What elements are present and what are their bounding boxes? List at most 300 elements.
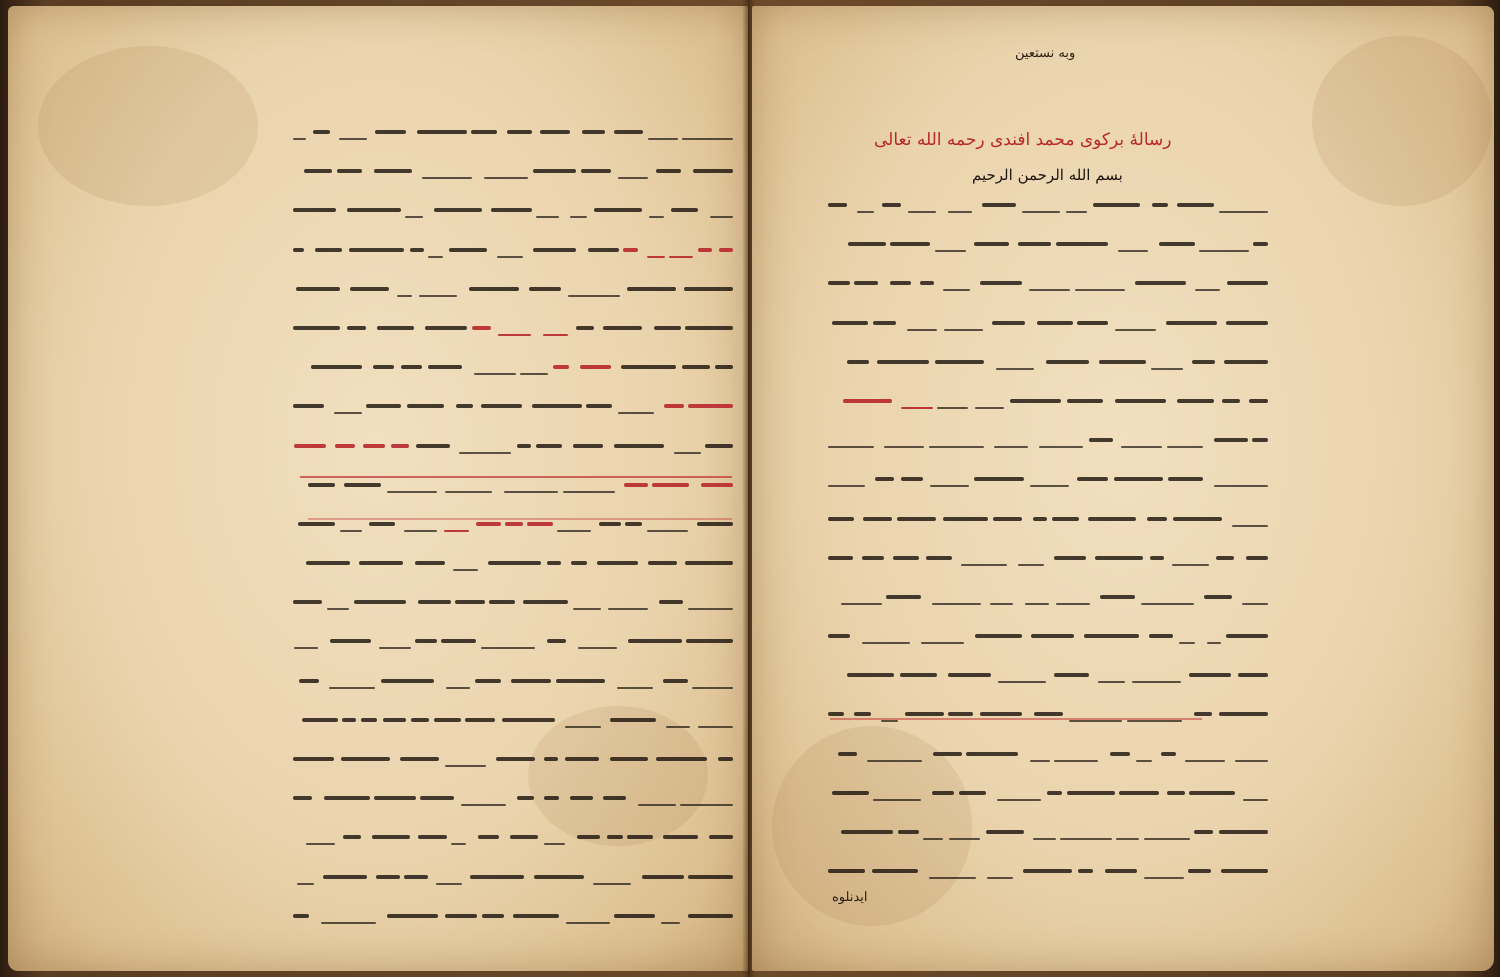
margin-ink xyxy=(181,663,192,684)
ink-stroke xyxy=(1077,321,1108,325)
ink-stroke xyxy=(959,791,986,795)
ink-stroke xyxy=(308,483,335,487)
ink-stroke xyxy=(573,608,601,610)
ink-stroke xyxy=(898,830,919,834)
ink-stroke xyxy=(828,869,865,873)
ink-stroke xyxy=(832,791,869,795)
margin-ink xyxy=(1357,535,1361,543)
ink-stroke xyxy=(623,248,638,252)
ink-stroke xyxy=(935,250,966,252)
margin-ink xyxy=(155,596,167,618)
ink-stroke xyxy=(603,326,642,330)
ink-stroke xyxy=(1018,564,1044,566)
text-line xyxy=(828,779,1268,809)
ink-stroke xyxy=(1031,634,1074,638)
ink-stroke xyxy=(901,407,933,409)
text-line xyxy=(293,902,733,932)
margin-ink xyxy=(316,635,329,660)
ink-stroke xyxy=(410,248,424,252)
margin-ink xyxy=(316,309,331,333)
margin-ink xyxy=(292,696,296,704)
margin-ink xyxy=(236,336,250,359)
ink-stroke xyxy=(1252,438,1268,442)
margin-ink xyxy=(128,239,140,259)
margin-ink xyxy=(81,584,92,604)
margin-ink xyxy=(1370,543,1377,555)
ink-stroke xyxy=(372,835,410,839)
ink-stroke xyxy=(1152,203,1168,207)
text-line xyxy=(293,549,733,579)
text-line xyxy=(828,857,1268,887)
margin-ink xyxy=(1258,604,1263,614)
ink-stroke xyxy=(434,208,482,212)
ink-stroke xyxy=(828,517,854,521)
ink-stroke xyxy=(335,444,355,448)
margin-ink xyxy=(1224,503,1235,523)
margin-ink xyxy=(244,694,257,718)
ink-stroke xyxy=(543,334,568,336)
margin-ink xyxy=(129,283,135,292)
ink-stroke xyxy=(445,765,486,767)
ink-stroke xyxy=(935,360,984,364)
ink-stroke xyxy=(607,835,623,839)
margin-ink xyxy=(1285,581,1295,600)
ink-stroke xyxy=(614,444,664,448)
ink-stroke xyxy=(698,248,712,252)
margin-ink xyxy=(222,197,230,211)
margin-ink xyxy=(1322,672,1329,684)
ink-stroke xyxy=(416,444,450,448)
rubric-underline xyxy=(300,476,732,478)
margin-ink xyxy=(1156,644,1160,652)
margin-ink xyxy=(121,514,129,529)
ink-stroke xyxy=(441,639,476,643)
ink-stroke xyxy=(474,373,516,375)
ink-stroke xyxy=(1188,869,1211,873)
margin-ink xyxy=(1260,667,1270,686)
ink-stroke xyxy=(1030,760,1050,762)
ink-stroke xyxy=(1144,838,1190,840)
margin-ink xyxy=(1092,605,1099,618)
margin-ink xyxy=(1203,583,1212,601)
margin-ink xyxy=(1186,535,1198,557)
ink-stroke xyxy=(496,757,535,761)
margin-ink xyxy=(309,251,324,275)
margin-ink xyxy=(243,302,250,313)
ink-stroke xyxy=(908,211,936,213)
ink-stroke xyxy=(905,712,944,716)
ink-stroke xyxy=(1067,791,1115,795)
ink-stroke xyxy=(680,804,733,806)
margin-ink xyxy=(201,189,214,210)
margin-ink xyxy=(83,249,92,263)
ink-stroke xyxy=(420,796,454,800)
margin-ink xyxy=(168,251,175,263)
ink-stroke xyxy=(340,530,362,532)
ink-stroke xyxy=(828,712,844,716)
margin-ink xyxy=(1108,620,1112,627)
margin-ink xyxy=(113,266,124,283)
ink-stroke xyxy=(1075,289,1125,291)
ink-stroke xyxy=(1023,869,1072,873)
margin-ink xyxy=(276,678,286,697)
ink-stroke xyxy=(920,281,934,285)
margin-ink xyxy=(220,332,231,350)
margin-ink xyxy=(1292,501,1297,510)
margin-ink xyxy=(1338,598,1348,617)
ink-stroke xyxy=(638,804,676,806)
margin-ink xyxy=(1385,586,1395,605)
margin-ink xyxy=(1185,618,1194,636)
ink-stroke xyxy=(534,875,584,879)
ink-stroke xyxy=(1010,399,1061,403)
top-invocation: وبه نستعين xyxy=(1015,46,1076,61)
text-line xyxy=(828,309,1268,339)
margin-ink xyxy=(1283,698,1294,719)
margin-ink xyxy=(1163,625,1171,639)
ink-stroke xyxy=(478,835,499,839)
ink-stroke xyxy=(1222,399,1240,403)
ink-stroke xyxy=(872,869,918,873)
ink-stroke xyxy=(685,561,733,565)
ink-stroke xyxy=(648,561,677,565)
ink-stroke xyxy=(656,169,681,173)
margin-ink xyxy=(1315,570,1321,581)
ink-stroke xyxy=(1046,360,1089,364)
margin-ink xyxy=(258,212,264,221)
margin-ink xyxy=(1423,585,1436,609)
margin-ink xyxy=(1193,450,1202,467)
ink-stroke xyxy=(556,679,605,683)
margin-ink xyxy=(222,587,233,607)
ink-stroke xyxy=(363,444,385,448)
margin-ink xyxy=(341,271,354,291)
ink-stroke xyxy=(886,595,921,599)
margin-ink xyxy=(169,583,173,591)
ink-stroke xyxy=(649,216,664,218)
ink-stroke xyxy=(504,491,558,493)
margin-ink xyxy=(1252,639,1265,663)
margin-ink xyxy=(1226,647,1240,673)
margin-ink xyxy=(1217,629,1229,652)
ink-stroke xyxy=(453,569,478,571)
margin-ink xyxy=(161,183,176,207)
margin-ink xyxy=(1117,563,1121,571)
margin-ink xyxy=(207,581,216,598)
ink-stroke xyxy=(323,875,367,879)
ink-stroke xyxy=(647,256,665,258)
ink-stroke xyxy=(502,718,555,722)
ink-stroke xyxy=(684,287,733,291)
ink-stroke xyxy=(482,914,504,918)
margin-ink xyxy=(178,238,183,246)
margin-ink xyxy=(318,711,330,733)
ink-stroke xyxy=(343,835,361,839)
margin-ink xyxy=(1314,616,1318,623)
margin-ink xyxy=(159,296,169,311)
margin-ink xyxy=(308,662,315,675)
margin-ink xyxy=(1138,595,1145,608)
ink-stroke xyxy=(444,530,469,532)
margin-ink xyxy=(173,271,185,291)
ink-stroke xyxy=(854,712,871,716)
ink-stroke xyxy=(625,522,642,526)
margin-ink xyxy=(293,279,307,302)
margin-ink xyxy=(1299,702,1313,728)
margin-ink xyxy=(1281,623,1293,645)
ink-stroke xyxy=(563,491,615,493)
ink-stroke xyxy=(937,407,968,409)
ink-stroke xyxy=(527,522,553,526)
ink-stroke xyxy=(481,404,522,408)
ink-stroke xyxy=(847,360,869,364)
margin-ink xyxy=(236,567,243,580)
margin-ink xyxy=(195,637,206,657)
margin-ink xyxy=(1249,501,1256,514)
margin-ink xyxy=(155,646,160,655)
ink-stroke xyxy=(597,561,638,565)
margin-ink xyxy=(283,307,289,317)
text-line xyxy=(828,191,1268,221)
margin-ink xyxy=(1209,607,1220,627)
margin-ink xyxy=(176,641,184,656)
ink-stroke xyxy=(321,922,376,924)
ink-stroke xyxy=(994,446,1028,448)
margin-ink xyxy=(361,628,373,651)
left-page xyxy=(8,6,748,971)
ink-stroke xyxy=(987,877,1013,879)
text-line xyxy=(293,432,733,462)
margin-ink xyxy=(1123,553,1127,561)
margin-ink xyxy=(144,285,155,302)
ink-stroke xyxy=(1054,760,1098,762)
margin-ink xyxy=(305,297,316,315)
margin-ink xyxy=(265,579,278,603)
ink-stroke xyxy=(359,561,403,565)
margin-ink xyxy=(1309,548,1313,556)
text-line xyxy=(828,387,1268,417)
ink-stroke xyxy=(1054,673,1089,677)
margin-ink xyxy=(382,637,390,651)
margin-ink xyxy=(115,560,124,578)
ink-stroke xyxy=(465,718,495,722)
margin-ink xyxy=(193,602,204,623)
margin-ink xyxy=(1337,677,1346,695)
ink-stroke xyxy=(547,639,566,643)
ink-stroke xyxy=(1221,869,1268,873)
margin-ink xyxy=(266,357,279,378)
ink-stroke xyxy=(897,517,936,521)
ink-stroke xyxy=(1226,321,1268,325)
ink-stroke xyxy=(980,712,1022,716)
text-line xyxy=(293,392,733,422)
ink-stroke xyxy=(1195,289,1220,291)
margin-ink xyxy=(133,640,143,659)
margin-ink xyxy=(336,722,344,738)
margin-ink xyxy=(361,670,371,689)
ink-stroke xyxy=(1127,720,1182,722)
margin-ink xyxy=(158,555,168,574)
margin-ink xyxy=(252,619,256,626)
ink-stroke xyxy=(890,242,930,246)
ink-stroke xyxy=(294,444,326,448)
text-line xyxy=(293,118,733,148)
margin-ink xyxy=(1397,560,1409,582)
margin-ink xyxy=(208,614,218,633)
ink-stroke xyxy=(407,404,444,408)
ink-stroke xyxy=(375,130,406,134)
ink-stroke xyxy=(1199,250,1249,252)
ink-stroke xyxy=(654,326,681,330)
margin-ink xyxy=(1377,611,1381,618)
ink-stroke xyxy=(573,444,603,448)
ink-stroke xyxy=(1033,517,1047,521)
margin-ink xyxy=(299,318,304,326)
ink-stroke xyxy=(854,281,878,285)
margin-ink xyxy=(206,216,219,236)
ink-stroke xyxy=(576,326,594,330)
margin-ink xyxy=(252,577,258,588)
ink-stroke xyxy=(544,757,558,761)
margin-ink xyxy=(1255,571,1260,581)
margin-ink xyxy=(346,655,360,681)
margin-ink xyxy=(1170,561,1183,586)
margin-ink xyxy=(1379,554,1391,576)
margin-ink xyxy=(138,599,144,610)
margin-ink xyxy=(254,652,259,662)
ink-stroke xyxy=(1192,360,1215,364)
ink-stroke xyxy=(505,522,523,526)
ink-stroke xyxy=(663,679,688,683)
ink-stroke xyxy=(404,875,428,879)
ink-stroke xyxy=(1219,712,1268,716)
text-line xyxy=(293,784,733,814)
ink-stroke xyxy=(472,326,491,330)
margin-ink xyxy=(1205,552,1209,559)
ink-stroke xyxy=(418,600,451,604)
margin-ink xyxy=(290,652,300,671)
ink-stroke xyxy=(1177,203,1214,207)
margin-ink xyxy=(188,251,196,265)
ink-stroke xyxy=(682,365,710,369)
ink-stroke xyxy=(873,321,896,325)
ink-stroke xyxy=(529,287,561,291)
margin-ink xyxy=(117,220,131,243)
right-page xyxy=(752,6,1494,971)
ink-stroke xyxy=(921,642,964,644)
margin-ink xyxy=(349,620,357,636)
margin-ink xyxy=(186,628,190,636)
ink-stroke xyxy=(647,530,688,532)
ink-stroke xyxy=(1037,321,1073,325)
margin-ink xyxy=(144,514,149,524)
margin-ink xyxy=(1263,557,1267,564)
ink-stroke xyxy=(1052,517,1079,521)
margin-ink xyxy=(269,704,273,711)
ink-stroke xyxy=(1060,838,1112,840)
ink-stroke xyxy=(488,561,541,565)
ink-stroke xyxy=(347,208,401,212)
margin-ink xyxy=(1264,517,1268,524)
margin-ink xyxy=(1282,671,1288,682)
ink-stroke xyxy=(593,883,631,885)
ink-stroke xyxy=(415,639,437,643)
ink-stroke xyxy=(373,365,394,369)
margin-ink xyxy=(1153,487,1162,505)
margin-ink xyxy=(199,239,204,247)
margin-ink xyxy=(1142,510,1150,525)
ink-stroke xyxy=(1185,760,1225,762)
ink-stroke xyxy=(873,799,921,801)
margin-ink xyxy=(1163,506,1172,523)
ink-stroke xyxy=(520,373,548,375)
margin-ink xyxy=(264,271,270,280)
margin-ink xyxy=(1335,534,1341,545)
margin-ink xyxy=(228,289,237,303)
margin-ink xyxy=(1231,581,1235,588)
ink-stroke xyxy=(476,522,501,526)
margin-ink xyxy=(198,173,203,181)
text-line xyxy=(828,740,1268,770)
margin-ink xyxy=(205,670,209,677)
ink-stroke xyxy=(1115,329,1156,331)
margin-ink xyxy=(284,231,295,248)
rubric-underline xyxy=(830,718,1202,720)
ink-stroke xyxy=(387,914,438,918)
ink-stroke xyxy=(1227,281,1268,285)
ink-stroke xyxy=(565,757,599,761)
margin-ink xyxy=(1281,517,1289,531)
ink-stroke xyxy=(671,208,698,212)
margin-ink xyxy=(1414,611,1422,625)
margin-ink xyxy=(1406,628,1413,641)
ink-stroke xyxy=(848,242,886,246)
margin-ink xyxy=(1147,575,1156,592)
ink-stroke xyxy=(652,483,689,487)
ink-stroke xyxy=(930,485,969,487)
text-line xyxy=(293,236,733,266)
margin-ink xyxy=(134,572,138,580)
margin-ink xyxy=(1380,682,1384,690)
ink-stroke xyxy=(1110,752,1130,756)
ink-stroke xyxy=(369,522,395,526)
ink-stroke xyxy=(828,203,847,207)
ink-stroke xyxy=(298,522,335,526)
margin-ink xyxy=(258,607,263,617)
ink-stroke xyxy=(489,600,515,604)
margin-ink xyxy=(210,544,215,553)
ink-stroke xyxy=(428,365,462,369)
ink-stroke xyxy=(666,726,690,728)
ink-stroke xyxy=(656,757,707,761)
margin-ink xyxy=(324,741,334,760)
margin-ink xyxy=(1231,530,1241,549)
margin-ink xyxy=(1356,671,1370,697)
ink-stroke xyxy=(608,608,648,610)
ink-stroke xyxy=(890,281,911,285)
margin-ink xyxy=(1235,670,1248,695)
ink-stroke xyxy=(1066,211,1087,213)
margin-ink xyxy=(147,577,157,596)
ink-stroke xyxy=(497,256,523,258)
ink-stroke xyxy=(1151,368,1183,370)
margin-ink xyxy=(1164,470,1171,482)
margin-ink xyxy=(1343,625,1353,644)
margin-ink xyxy=(267,649,281,675)
ink-stroke xyxy=(1166,321,1217,325)
margin-ink xyxy=(95,223,108,244)
margin-ink xyxy=(346,697,357,718)
